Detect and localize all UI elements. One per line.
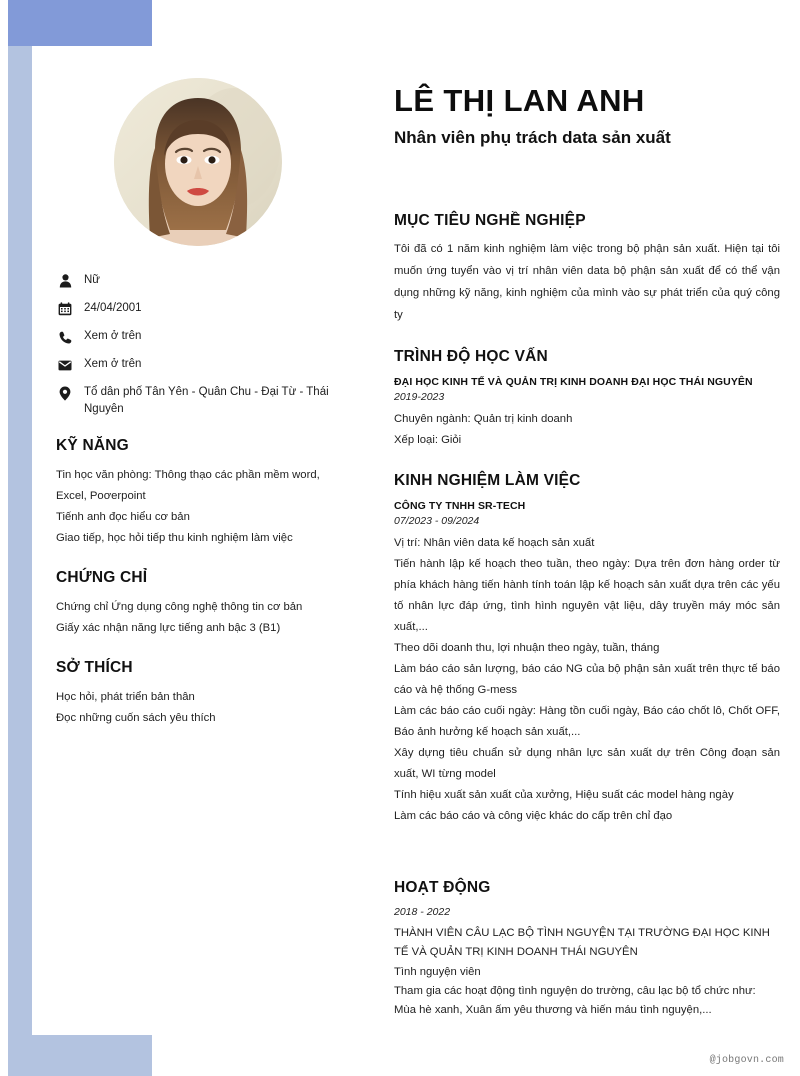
main-column <box>368 46 800 1035</box>
experience-duty: Làm báo cáo sản lượng, báo cáo NG của bộ phận sản xuất trên thực tế báo cáo và hệ thống G-mess <box>394 662 780 696</box>
hobby-item: Học hỏi, phát triển bản thân <box>56 690 195 703</box>
experience-duty: Làm các báo cáo cuối ngày: Hàng tồn cuối ngày, Báo cáo chốt lô, Chốt OFF, Báo ảnh hưởng kế hoạch sản xuất,... <box>394 704 780 738</box>
page-title: LÊ THỊ LAN ANH <box>394 83 645 118</box>
activities-role: Tình nguyện viên <box>394 965 481 978</box>
objective-text: Tôi đã có 1 năm kinh nghiệm làm việc trong bộ phận sản xuất. Hiện tại tôi muốn ứng tuyển vào vị trí nhân viên data bộ phận sản xuất để có thể vận dụng những kỹ năng, kinh nghiệm của mình vào sự phát triển của quý công ty <box>394 243 780 321</box>
skill-item: Tiếnh anh đọc hiểu cơ bản <box>56 511 190 524</box>
contact-item-birthdate <box>56 300 340 317</box>
skill-item: Giao tiếp, học hỏi tiếp thu kinh nghiệm làm việc <box>56 532 293 545</box>
experience-company: CÔNG TY TNHH SR-TECH <box>394 499 526 512</box>
certificate-item: Giấy xác nhận năng lực tiếng anh bậc 3 (B1) <box>56 621 281 634</box>
education-detail: Xếp loại: Giỏi <box>394 433 462 446</box>
contact-value: Tổ dân phố Tân Yên - Quân Chu - Đại Từ - Thái Nguyên <box>84 386 329 415</box>
avatar <box>114 78 282 246</box>
hobby-item: Đọc những cuốn sách yêu thích <box>56 711 216 724</box>
contact-item-address <box>56 384 340 417</box>
education-dates: 2019-2023 <box>394 391 445 404</box>
section-title-hobbies: SỞ THÍCH <box>56 658 133 676</box>
activities-description: Tham gia các hoạt động tình nguyện do trường, câu lạc bộ tổ chức như: Mùa hè xanh, Xuân ấm yêu thương và hiến máu tình nguyện,... <box>394 985 756 1017</box>
contact-item-phone <box>56 328 340 345</box>
section-title-skills: KỸ NĂNG <box>56 437 129 455</box>
experience-duty: Xây dựng tiêu chuẩn sử dụng nhân lực sản xuất dự trên Công đoạn sản xuất, WI từng model <box>394 746 780 780</box>
cv-content-card <box>32 46 800 1035</box>
experience-duty: Tính hiệu xuất sản xuất của xưởng, Hiệu suất các model hàng ngày <box>394 788 734 801</box>
job-title: Nhân viên phụ trách data sản xuất <box>394 128 671 148</box>
decorative-top-band <box>8 0 152 46</box>
contact-value: 24/04/2001 <box>84 302 142 314</box>
contact-value: Nữ <box>84 274 101 286</box>
experience-duty: Theo dõi doanh thu, lợi nhuận theo ngày, tuần, tháng <box>394 641 660 654</box>
contact-item-email <box>56 356 340 373</box>
location-pin-icon <box>56 385 74 401</box>
experience-dates: 07/2023 - 09/2024 <box>394 514 480 527</box>
envelope-icon <box>56 357 74 373</box>
section-title-certificates: CHỨNG CHỈ <box>56 568 148 586</box>
footer-watermark: @jobgovn.com <box>709 1055 784 1066</box>
education-school: ĐẠI HỌC KINH TẾ VÀ QUẢN TRỊ KINH DOANH ĐẠI HỌC THÁI NGUYÊN <box>394 376 753 389</box>
avatar-photo <box>114 78 282 246</box>
cv-columns <box>32 46 800 1035</box>
decorative-bottom-band <box>8 1035 152 1076</box>
header-spacer <box>394 148 780 212</box>
contact-item-gender <box>56 272 340 289</box>
sidebar-column <box>32 46 368 1035</box>
certificate-item: Chứng chỉ Ứng dụng công nghệ thông tin cơ bản <box>56 600 303 613</box>
section-title-objective: MỤC TIÊU NGHỀ NGHIỆP <box>394 212 586 230</box>
contact-list <box>56 272 340 417</box>
calendar-icon <box>56 301 74 317</box>
activities-dates: 2018 - 2022 <box>394 905 451 918</box>
experience-duty: Tiến hành lập kế hoạch theo tuần, theo ngày: Dựa trên đơn hàng order từ phía khách hàng tiến hành tính toán lập kế hoạch sản xuất dựa trên các yếu tố nhân lực đáp ứng, tình hình nguyên vật liệu, dây truyền máy móc sản xuất,... <box>394 557 780 633</box>
section-title-activities: HOẠT ĐỘNG <box>394 878 491 896</box>
section-title-education: TRÌNH ĐỘ HỌC VẤN <box>394 348 548 366</box>
section-title-experience: KINH NGHIỆM LÀM VIỆC <box>394 471 581 489</box>
experience-duty: Làm các báo cáo và công việc khác do cấp trên chỉ đạo <box>394 809 673 822</box>
contact-value: Xem ở trên <box>84 330 142 342</box>
person-icon <box>56 273 74 289</box>
skill-item: Tin học văn phòng: Thông thạo các phần mềm word, Excel, Poơerpoint <box>56 469 320 503</box>
education-detail: Chuyên ngành: Quản trị kinh doanh <box>394 413 573 426</box>
activities-organization: THÀNH VIÊN CÂU LẠC BỘ TÌNH NGUYỆN TẠI TRƯỜNG ĐẠI HỌC KINH TẾ VÀ QUẢN TRỊ KINH DOANH THÁI NGUYÊN <box>394 926 770 959</box>
contact-value: Xem ở trên <box>84 358 142 370</box>
experience-position: Vị trí: Nhân viên data kế hoạch sản xuất <box>394 536 595 549</box>
phone-icon <box>56 329 74 345</box>
